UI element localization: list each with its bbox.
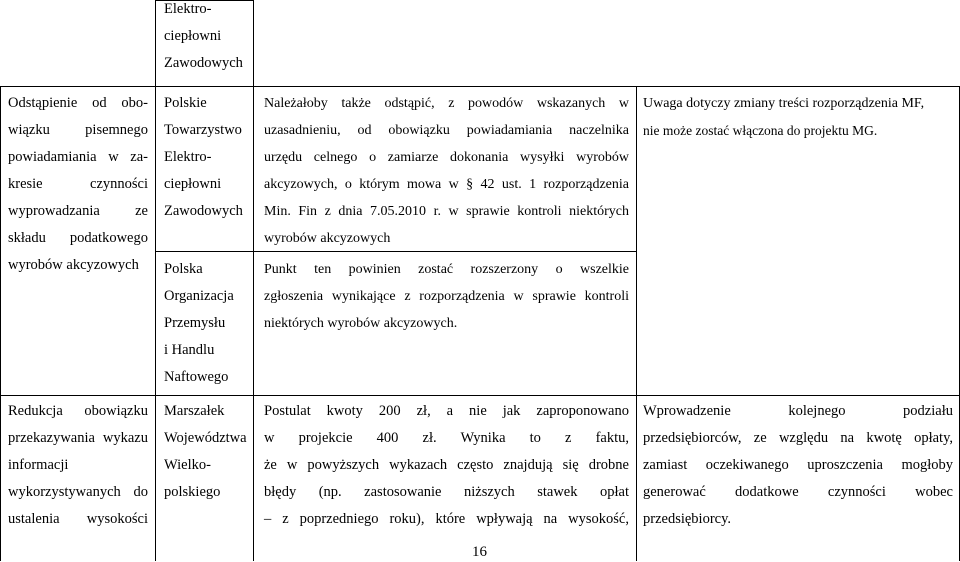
- row1-comment1-cell: [264, 90, 629, 252]
- response-line: zamiast oczekiwanego uproszczenia mogłoby: [643, 457, 953, 473]
- top-org-cell: [164, 0, 248, 77]
- org-line: Elektro-: [164, 1, 212, 17]
- row1-org2-cell: [164, 256, 248, 391]
- org-line: Towarzystwo: [164, 122, 242, 138]
- row2-comment-cell: [264, 398, 629, 533]
- subject-line: kresie czynności: [8, 176, 148, 192]
- comment-line: urzędu celnego o zamiarze dokonania wysyłki wyrobów: [264, 150, 629, 165]
- row1-org1-cell: [164, 90, 248, 225]
- response-line: Wprowadzenie kolejnego podziału: [643, 403, 953, 419]
- subject-line: wyprowadzania ze: [8, 203, 148, 219]
- comment-line: Postulat kwoty 200 zł, a nie jak zaproponowano: [264, 403, 629, 419]
- subject-line: wykorzystywanych do: [8, 484, 148, 500]
- subject-line: wiązku pisemnego: [8, 122, 148, 138]
- response-line: przedsiębiorców, ze względu na kwotę opłaty,: [643, 430, 953, 446]
- table-border: [636, 86, 637, 561]
- comment-line: niektórych wyrobów akcyzowych.: [264, 316, 458, 331]
- comment-line: – z poprzedniego roku), które wpływają na wysokość,: [264, 511, 629, 527]
- org-line: Zawodowych: [164, 203, 243, 219]
- subject-line: składu podatkowego: [8, 230, 148, 246]
- row1-subject-cell: [8, 90, 148, 279]
- org-line: Polska: [164, 261, 203, 277]
- response-line: Uwaga dotyczy zmiany treści rozporządzenia MF,: [643, 96, 925, 111]
- subject-line: informacji: [8, 457, 69, 473]
- table-border: [0, 395, 1, 561]
- org-line: Zawodowych: [164, 55, 243, 71]
- subject-line: Odstąpienie od obo-: [8, 95, 148, 111]
- response-line: generować dodatkowe czynności wobec: [643, 484, 953, 500]
- org-line: ciepłowni: [164, 176, 222, 192]
- subject-line: ustalenia wysokości: [8, 511, 148, 527]
- row1-comment2-cell: [264, 256, 629, 337]
- org-line: ciepłowni: [164, 28, 222, 44]
- comment-line: wyrobów akcyzowych: [264, 231, 391, 246]
- row2-response-cell: [643, 398, 953, 533]
- comment-line: uzasadnieniu, od obowiązku powiadamiania naczelnika: [264, 123, 629, 138]
- org-line: Marszałek: [164, 403, 225, 419]
- subject-line: wyrobów akcyzowych: [8, 257, 139, 273]
- row2-subject-cell: [8, 398, 148, 533]
- table-border: [0, 86, 960, 87]
- comment-line: zgłoszenia wynikające z rozporządzenia w sprawie kontroli: [264, 289, 629, 304]
- org-line: i Handlu: [164, 342, 215, 358]
- org-line: Przemysłu: [164, 315, 226, 331]
- org-line: Wielko-: [164, 457, 211, 473]
- row2-org-cell: [164, 398, 250, 506]
- table-border: [155, 0, 156, 561]
- org-line: Elektro-: [164, 149, 212, 165]
- page-number: 16: [472, 544, 487, 560]
- org-line: Naftowego: [164, 369, 229, 385]
- comment-line: że w powyższych wykazach często znajdują się drobne: [264, 457, 629, 473]
- row1-response-cell: [643, 90, 955, 144]
- org-line: Polskie: [164, 95, 207, 111]
- comment-line: akcyzowych, o którym mowa w § 42 ust. 1 rozporządzenia: [264, 177, 629, 192]
- comment-line: Punkt ten powinien zostać rozszerzony o wszelkie: [264, 262, 629, 277]
- subject-line: Redukcja obowiązku: [8, 403, 148, 419]
- comment-line: błędy (np. zastosowanie niższych stawek opłat: [264, 484, 629, 500]
- org-line: Organizacja: [164, 288, 234, 304]
- org-line: Województwa: [164, 430, 247, 446]
- comment-line: Min. Fin z dnia 7.05.2010 r. w sprawie kontroli niektórych: [264, 204, 629, 219]
- subject-line: przekazywania wykazu: [8, 430, 148, 446]
- table-border: [0, 86, 1, 395]
- subject-line: powiadamiania w za-: [8, 149, 148, 165]
- comment-line: Należałoby także odstąpić, z powodów wskazanych w: [264, 96, 629, 111]
- response-line: przedsiębiorcy.: [643, 511, 732, 527]
- comment-line: w projekcie 400 zł. Wynika to z faktu,: [264, 430, 629, 446]
- table-border: [0, 395, 960, 396]
- org-line: polskiego: [164, 484, 221, 500]
- table-border: [253, 0, 254, 561]
- response-line: nie może zostać włączona do projektu MG.: [643, 123, 878, 138]
